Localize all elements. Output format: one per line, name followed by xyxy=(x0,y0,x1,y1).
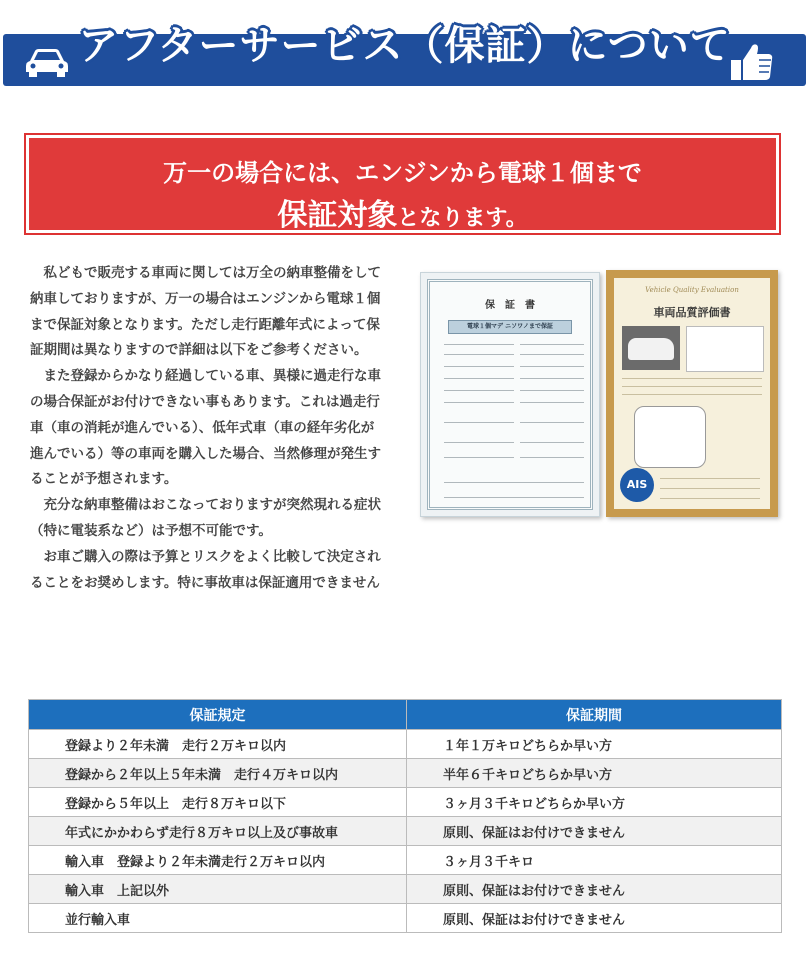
period-cell: １年１万キロどちらか早い方 xyxy=(407,730,782,759)
period-cell: 原則、保証はお付けできません xyxy=(407,875,782,904)
quality-evaluation-image xyxy=(606,270,778,517)
rule-cell: 年式にかかわらず走行８万キロ以上及び事故車 xyxy=(29,817,407,846)
table-row xyxy=(29,730,782,759)
document-images xyxy=(420,270,780,518)
banner-subline xyxy=(29,190,776,234)
paragraph-4: お車ご購入の際は予算とリスクをよく比較して決定されることをお奨めします。特に事故車は保証適用できません xyxy=(30,548,381,591)
table-row xyxy=(29,788,782,817)
banner-suffix: となります。 xyxy=(397,206,528,231)
period-cell: ３ヶ月３千キロどちらか早い方 xyxy=(407,788,782,817)
vehicle-photo xyxy=(622,326,680,370)
evaluation-title: 車両品質評価書 xyxy=(653,306,731,319)
rule-cell: 登録より２年未満 走行２万キロ以内 xyxy=(29,730,407,759)
damage-diagram xyxy=(634,406,706,468)
rule-cell: 並行輸入車 xyxy=(29,904,407,933)
banner-emphasis: 保証対象 xyxy=(277,198,398,233)
certificate-title: 保 証 書 xyxy=(485,300,535,311)
warranty-table xyxy=(28,699,782,933)
table-row xyxy=(29,846,782,875)
paragraph-3: 充分な納車整備はおこなっておりますが突然現れる症状（特に電装系など）は予想不可能です。 xyxy=(30,497,381,539)
period-cell: ３ヶ月３千キロ xyxy=(407,846,782,875)
paragraph-1: 私どもで販売する車両に関しては万全の納車整備をして納車しておりますが、万一の場合はエンジンから電球１個まで保証対象となります。ただし走行距離年式によって保証期間は異なりますので詳細は以下をご参考ください。 xyxy=(30,265,381,359)
table-row xyxy=(29,817,782,846)
period-cell: 半年６千キロどちらか早い方 xyxy=(407,759,782,788)
header-warranty-rule: 保証規定 xyxy=(29,700,407,730)
rule-cell: 登録から５年以上 走行８万キロ以下 xyxy=(29,788,407,817)
warranty-banner xyxy=(26,135,779,233)
warranty-certificate-image xyxy=(420,272,600,517)
header-warranty-period: 保証期間 xyxy=(407,700,782,730)
table-row xyxy=(29,875,782,904)
paragraph-2: また登録からかなり経過している車、異様に過走行な車の場合保証がお付けできない事もあります。これは過走行車（車の消耗が進んでいる）、低年式車（車の経年劣化が進んでいる）等の車両を購入した場合、当然修理が発生することが予想されます。 xyxy=(30,368,381,488)
certificate-banner: 電球１個マデ ニソワノまで保証 xyxy=(448,320,572,334)
table-header-row xyxy=(29,700,782,730)
period-cell: 原則、保証はお付けできません xyxy=(407,817,782,846)
period-cell: 原則、保証はお付けできません xyxy=(407,904,782,933)
table-row xyxy=(29,759,782,788)
thumbs-up-icon xyxy=(729,42,775,82)
table-row xyxy=(29,904,782,933)
rating-grid xyxy=(686,326,764,372)
rule-cell: 登録から２年以上５年未満 走行４万キロ以内 xyxy=(29,759,407,788)
banner-headline: 万一の場合には、エンジンから電球１個まで xyxy=(163,159,642,187)
evaluation-subtitle: Vehicle Quality Evaluation xyxy=(645,286,739,294)
page-title: アフターサービス（保証）について xyxy=(78,23,731,69)
rule-cell: 輸入車 上記以外 xyxy=(29,875,407,904)
rule-cell: 輸入車 登録より２年未満走行２万キロ以内 xyxy=(29,846,407,875)
ais-badge: AIS xyxy=(620,468,654,502)
description-text xyxy=(30,261,385,596)
